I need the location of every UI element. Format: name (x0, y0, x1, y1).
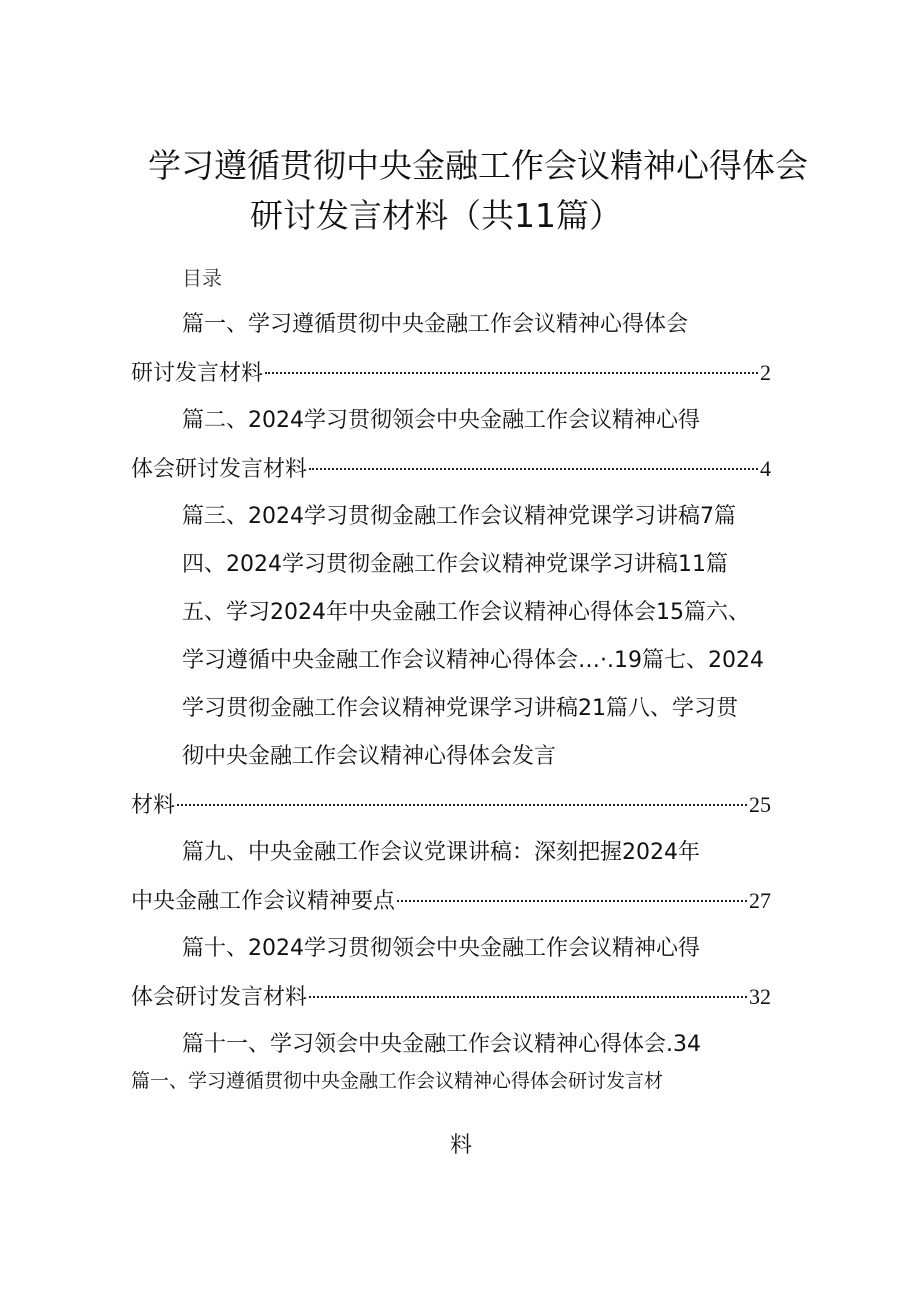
toc-entry-11: 篇十一、学习领会中央金融工作会议精神心得体会.34 (182, 1032, 701, 1057)
toc-entry-10-page: 32 (749, 984, 771, 1009)
toc-entry-7: 学习贯彻金融工作会议精神党课学习讲稿21篇八、学习贯 (182, 696, 738, 721)
dot-leader (309, 996, 747, 998)
toc-entry-6: 学习遵循中央金融工作会议精神心得体会…·.19篇七、2024 (182, 648, 764, 673)
toc-entry-9-page: 27 (749, 888, 771, 913)
toc-entry-10-line2: 体会研讨发言材料 (131, 985, 308, 1010)
toc-entry-1-line1: 篇一、学习遵循贯彻中央金融工作会议精神心得体会 (182, 312, 689, 337)
toc-entry-10-line1: 篇十、2024学习贯彻领会中央金融工作会议精神心得 (182, 936, 700, 961)
dot-leader (265, 372, 758, 374)
toc-entry-2-line2: 体会研讨发言材料 (131, 457, 308, 482)
toc-entry-8-leader (131, 790, 771, 821)
toc-entry-9-line1: 篇九、中央金融工作会议党课讲稿：深刻把握2024年 (182, 840, 700, 865)
section-heading-line-1: 篇一、学习遵循贯彻中央金融工作会议精神心得体会研讨发言材 (131, 1070, 664, 1092)
toc-entry-8-line1: 彻中央金融工作会议精神心得体会发言 (182, 744, 557, 769)
toc-entry-2-line1: 篇二、2024学习贯彻领会中央金融工作会议精神心得 (182, 408, 700, 433)
document-title-line-1: 学习遵循贯彻中央金融工作会议精神心得体会 (148, 146, 808, 185)
document-title-line-2: 研讨发言材料（共11篇） (250, 196, 622, 235)
toc-entry-9-line2: 中央金融工作会议精神要点 (131, 889, 396, 914)
toc-entry-1-page: 2 (760, 360, 771, 385)
toc-entry-2-page: 4 (760, 456, 771, 481)
dot-leader (309, 468, 758, 470)
dot-leader (177, 804, 747, 806)
toc-entry-2-leader (131, 454, 771, 485)
dot-leader (397, 900, 747, 902)
toc-entry-1-line2: 研讨发言材料 (131, 361, 264, 386)
toc-entry-9-leader (131, 886, 771, 917)
toc-entry-8-line2: 材料 (131, 793, 176, 818)
toc-entry-5: 五、学习2024年中央金融工作会议精神心得体会15篇六、 (182, 600, 750, 625)
toc-entry-4: 四、2024学习贯彻金融工作会议精神党课学习讲稿11篇 (182, 552, 728, 577)
toc-heading: 目录 (182, 266, 222, 290)
section-heading-line-2: 料 (450, 1133, 473, 1158)
toc-entry-8-page: 25 (749, 792, 771, 817)
toc-entry-3: 篇三、2024学习贯彻金融工作会议精神党课学习讲稿7篇 (182, 504, 736, 529)
toc-entry-10-leader (131, 982, 771, 1013)
toc-entry-1-leader (131, 358, 771, 389)
